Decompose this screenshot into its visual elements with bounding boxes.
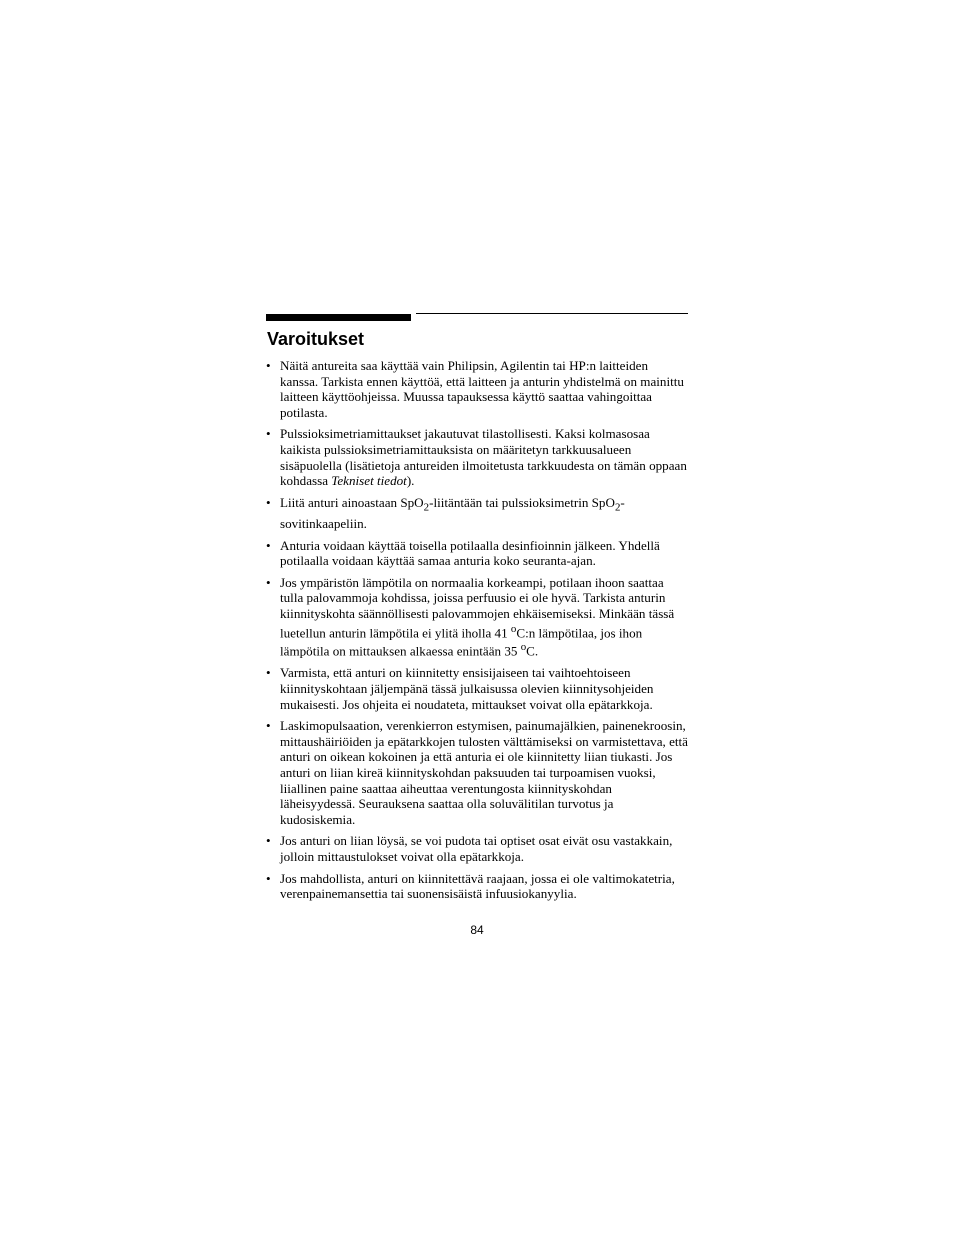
superscript: o <box>510 622 517 635</box>
warning-text-part: Liitä anturi ainoastaan SpO <box>280 494 424 510</box>
list-item <box>266 358 688 420</box>
bullet: • <box>266 574 271 590</box>
reference-link-text: Tekniset tiedot <box>331 473 407 489</box>
list-item <box>266 538 688 569</box>
section-rule-thin <box>416 313 688 314</box>
warning-text: Jos mahdollista, anturi on kiinnitettävä raajaan, jossa ei ole valtimokatetria, verenpainemansettia tai suonensisäistä infuusiokanyylia. <box>280 870 675 902</box>
warning-text-part: Jos ympäristön lämpötila on normaalia korkeampi, potilaan ihoon saattaa tulla palovammoja kohdissa, joissa perfuusio ei ole hyvä. Tarkista anturin kiinnityskohta säännöllisesti palovammojen ehkäisemiseksi. Minkään tässä luetellun anturin lämpötila ei ylitä iholla 41 <box>280 574 675 640</box>
section-rule-thick <box>266 314 411 321</box>
warning-text: Jos anturi on liian löysä, se voi pudota tai optiset osat eivät osu vastakkain, jolloin mittaustulokset voivat olla epätarkkoja. <box>280 833 673 864</box>
warning-text: Näitä antureita saa käyttää vain Philipsin, Agilentin tai HP:n laitteiden kanssa. Tarkista ennen käyttöä, että laitteen ja anturin yhdistelmä on mainittu laitteen käyttöohjeissa. Muussa tapauksessa käyttö saattaa vahingoittaa potilasta. <box>280 358 684 420</box>
bullet: • <box>266 665 271 681</box>
warning-text <box>280 495 688 532</box>
subscript: 2 <box>614 501 621 514</box>
list-item <box>266 495 688 532</box>
warning-list <box>266 358 688 908</box>
bullet: • <box>266 833 271 849</box>
warning-text-part: -sovitinkaapeliin. <box>280 494 625 531</box>
warning-text: Anturia voidaan käyttää toisella potilaalla desinfioinnin jälkeen. Yhdellä potilaalla voidaan käyttää samaa anturia koko seuranta-ajan. <box>280 537 660 569</box>
bullet: • <box>266 358 271 373</box>
subscript: 2 <box>423 501 430 514</box>
bullet: • <box>266 494 271 510</box>
list-item <box>266 718 688 827</box>
warning-text-part: C. <box>526 643 539 659</box>
list-item <box>266 871 688 902</box>
warning-text: Varmista, että anturi on kiinnitetty ensisijaiseen tai vaihtoehtoiseen kiinnityskohtaan jäljempänä tässä julkaisussa olevien kiinnitysohjeiden mukaisesti. Jos ohjeita ei noudateta, mittaukset voivat olla epätarkkoja. <box>280 665 654 712</box>
list-item <box>266 833 688 864</box>
bullet: • <box>266 426 271 442</box>
warning-text-part: ). <box>406 473 415 489</box>
warning-text-part: -liitäntään tai pulssioksimetrin SpO <box>429 494 615 510</box>
bullet: • <box>266 870 271 886</box>
list-item <box>266 665 688 712</box>
warning-text-part: C:n lämpötilaa, jos ihon lämpötila on mittauksen alkaessa enintään 35 <box>280 624 643 659</box>
list-item <box>266 575 688 660</box>
superscript: o <box>520 641 527 654</box>
page-number: 84 <box>470 923 484 937</box>
section-title: Varoitukset <box>267 329 365 349</box>
warning-text-part: Pulssioksimetriamittaukset jakautuvat tilastollisesti. Kaksi kolmasosaa kaikista pulssioksimetriamittauksista on määritetyn tarkkuusalueen sisäpuolella (lisätietoja antureiden ilmoitetusta tarkkuudesta on tämän oppaan kohdassa <box>280 426 687 489</box>
bullet: • <box>266 718 271 734</box>
bullet: • <box>266 537 271 553</box>
warning-text <box>280 426 688 488</box>
list-item <box>266 426 688 488</box>
warning-text <box>280 575 688 660</box>
warning-text: Laskimopulsaation, verenkierron estymisen, painumajälkien, painenekroosin, mittaushäiriöiden ja epätarkkojen tulosten välttämiseksi on varmistettava, että anturi on oikean kokoinen ja että anturia ei ole kiinnitetty liian tiukasti. Jos anturi on liian kireä kiinnityskohdan paksuuden tai turpoamisen vuoksi, liiallinen paine saattaa aiheuttaa verentungosta kiinnityskohdan läheisyydessä. Seurauksena saattaa olla soluvälitilan turvotus ja kudosiskemia. <box>280 718 688 827</box>
